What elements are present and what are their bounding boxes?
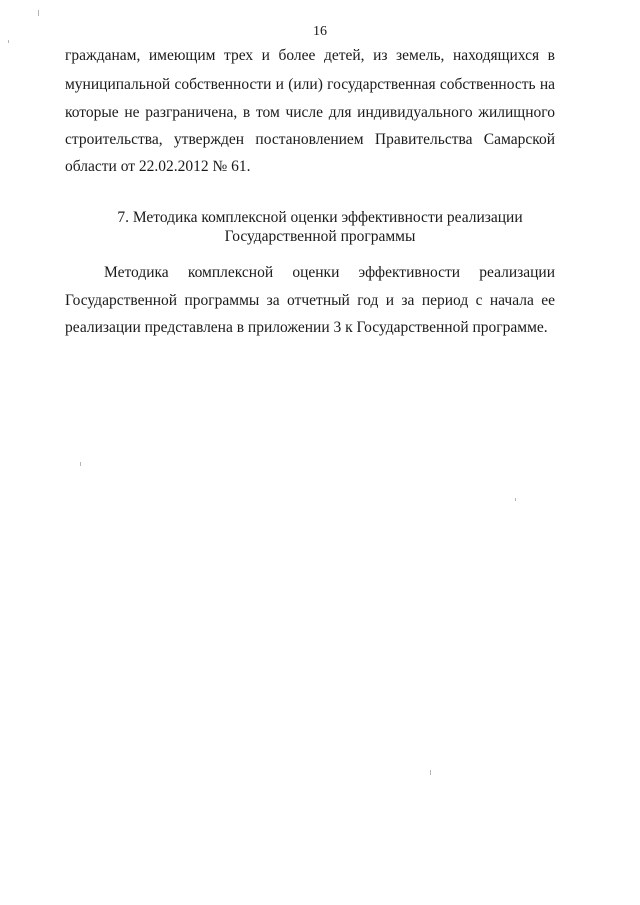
section-heading-line: Государственной программы (224, 228, 416, 245)
scan-artifact (38, 10, 39, 16)
paragraph-line: которые не разграничена, в том числе для индивидуального жилищного (65, 104, 555, 121)
paragraph-line: области от 22.02.2012 № 61. (65, 158, 251, 175)
scan-artifact (430, 770, 431, 775)
scan-artifact (8, 40, 9, 43)
section-body-line: реализации представлена в приложении 3 к Государственной программе. (65, 319, 548, 336)
section-body-line: Государственной программы за отчетный год и за период с начала ее (65, 292, 555, 309)
section-heading-line: 7. Методика комплексной оценки эффективности реализации (117, 209, 523, 226)
paragraph-line: строительства, утвержден постановлением Правительства Самарской (65, 131, 555, 148)
paragraph-line: гражданам, имеющим трех и более детей, из земель, находящихся в (65, 47, 555, 64)
scan-artifact (80, 462, 81, 466)
section-body-line: Методика комплексной оценки эффективности реализации (104, 264, 555, 281)
paragraph-line: муниципальной собственности и (или) государственная собственность на (65, 76, 555, 93)
scan-artifact (515, 498, 516, 501)
page-number: 16 (313, 24, 327, 39)
